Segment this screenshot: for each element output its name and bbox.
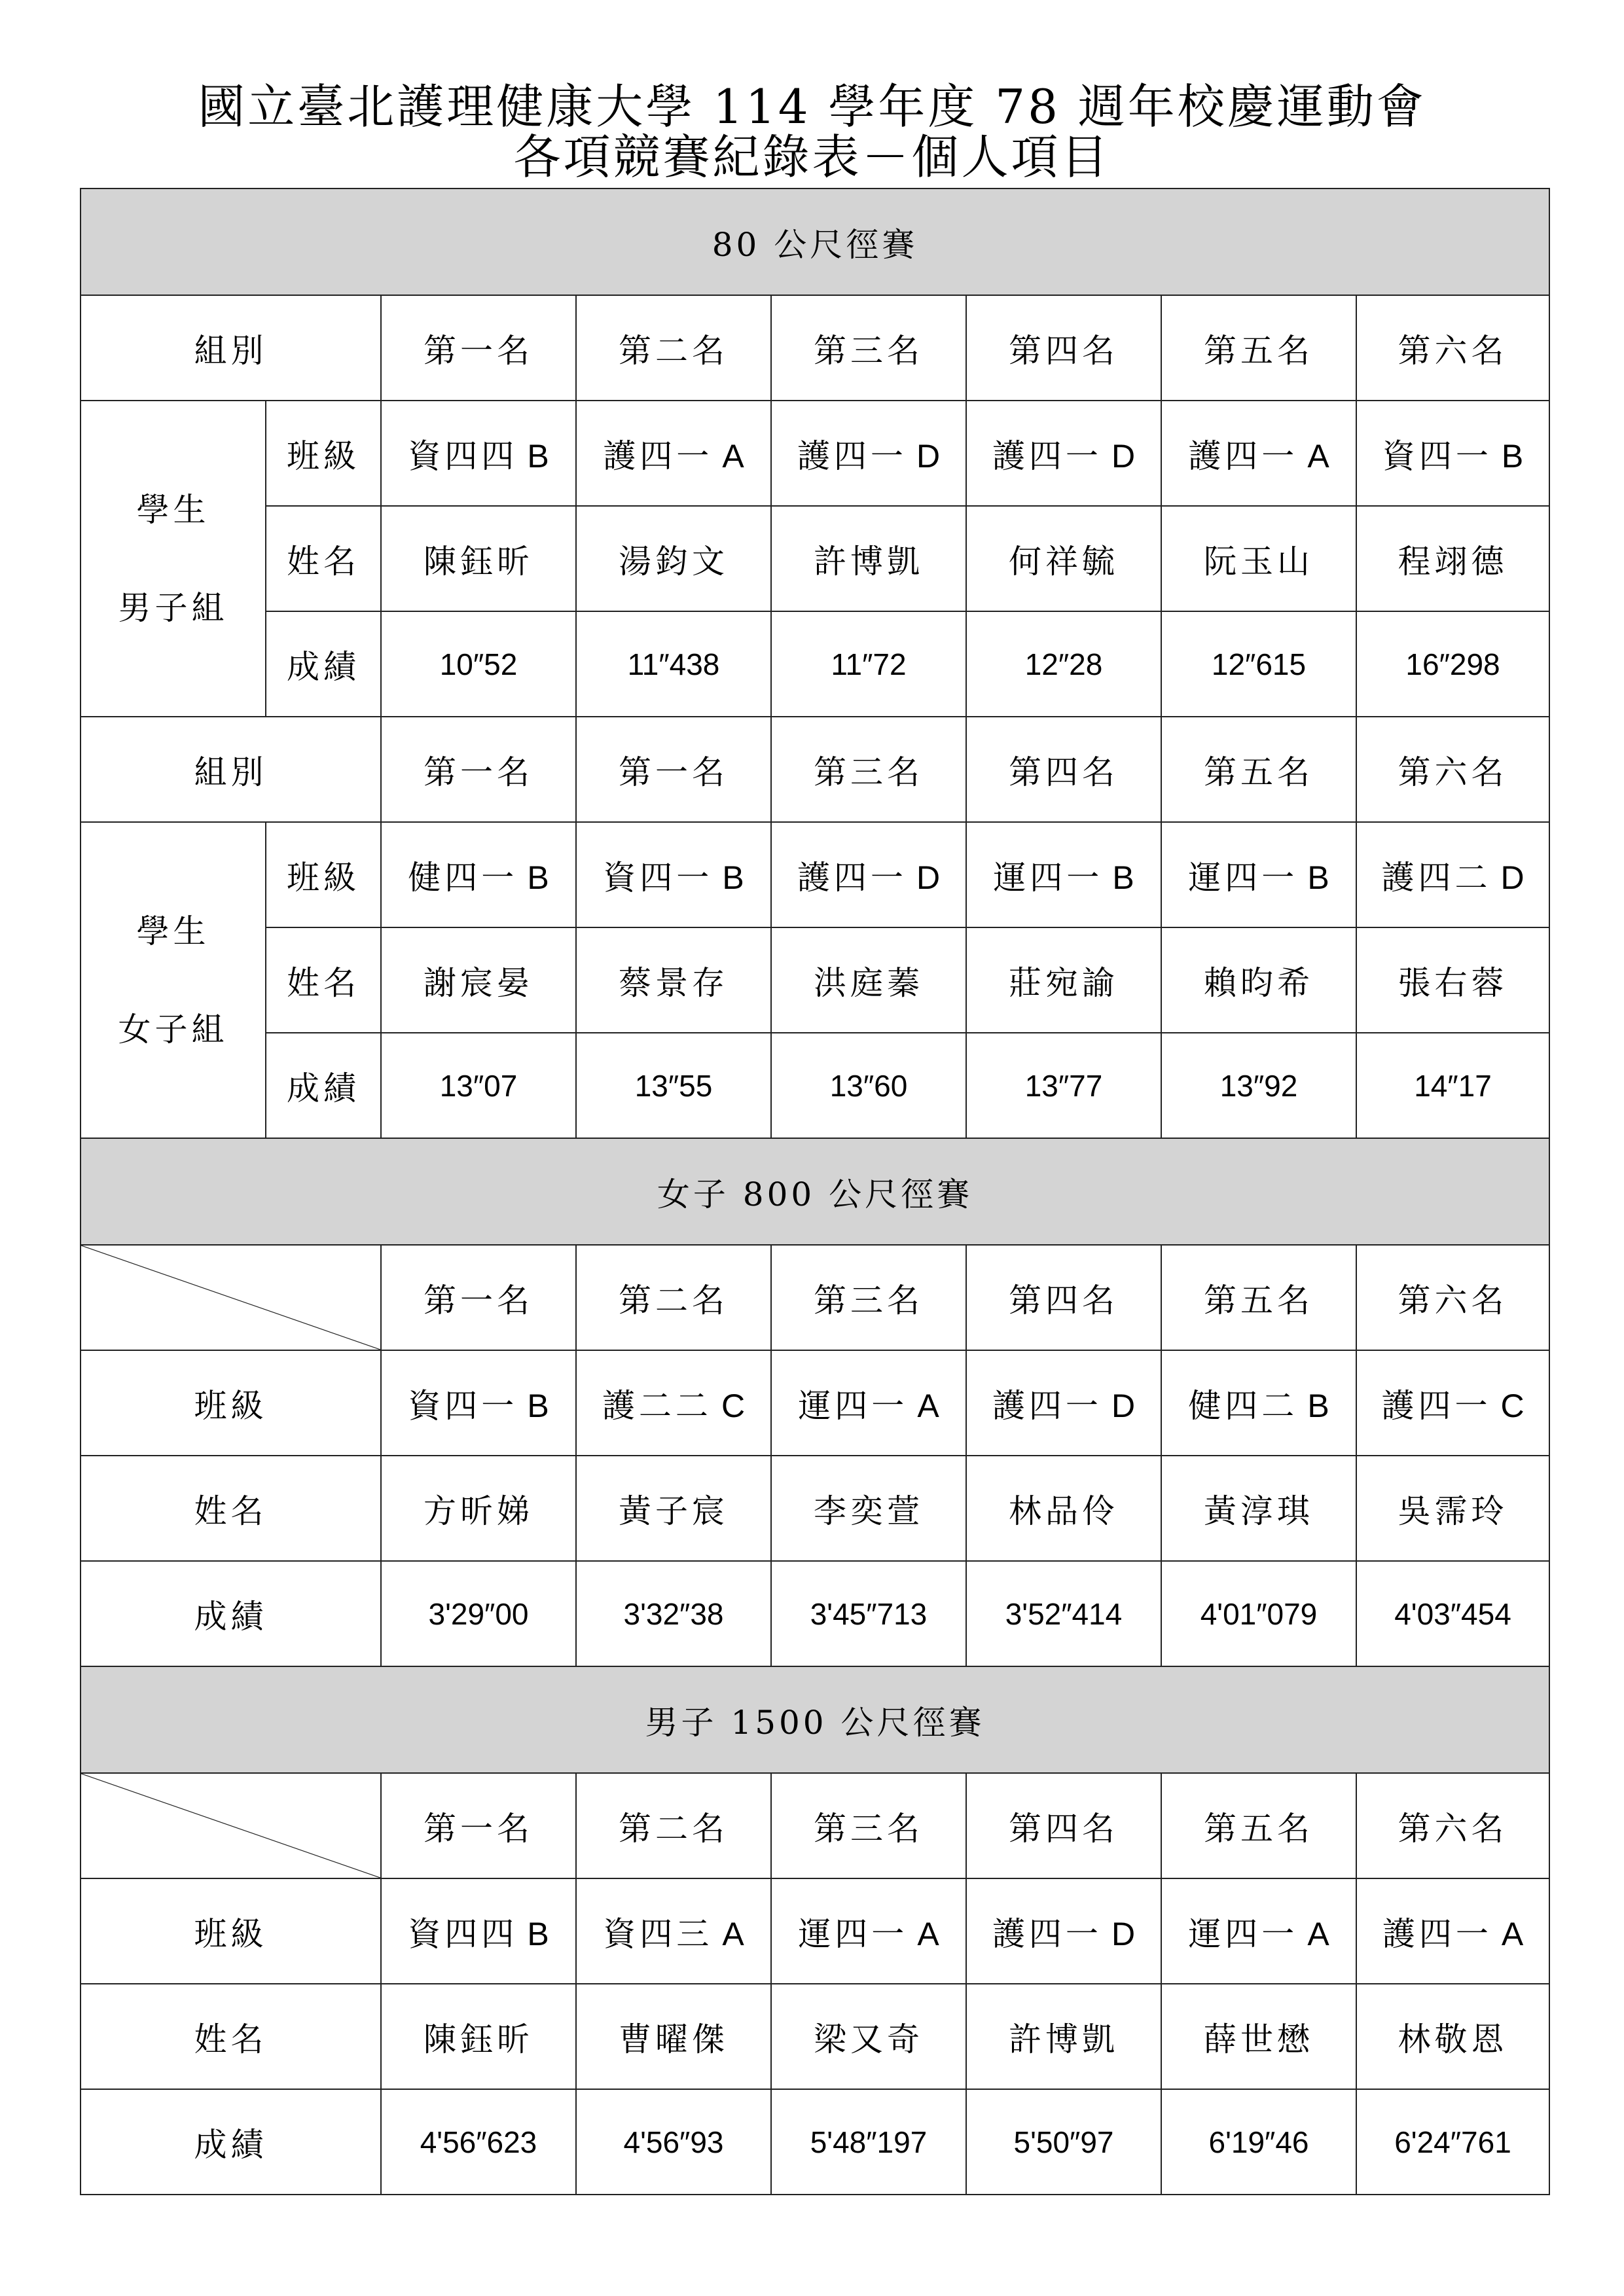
name-label: 姓名 [81,1456,381,1561]
rank-header: 第六名 [1356,295,1549,401]
name-cell: 謝宸晏 [381,927,576,1033]
name-row [81,1456,1549,1561]
class-cell: 運四一 B [1161,822,1356,927]
section-heading-800m: 女子 800 公尺徑賽 [81,1138,1549,1245]
class-cell: 健四二 B [1161,1350,1356,1456]
result-cell: 13″92 [1161,1033,1356,1138]
class-cell: 護四二 D [1356,822,1549,927]
rank-header: 第二名 [576,295,771,401]
results-table [80,188,1550,2195]
rank-header: 第二名 [576,1245,771,1350]
result-cell: 4'56″623 [381,2089,576,2195]
rank-header: 第六名 [1356,1245,1549,1350]
rank-row [81,1245,1549,1350]
class-label: 班級 [266,401,381,506]
rank-header: 第六名 [1356,717,1549,822]
result-row [81,2089,1549,2195]
rank-header: 第一名 [381,295,576,401]
class-cell: 護四一 A [576,401,771,506]
document-title: 國立臺北護理健康大學 114 學年度 78 週年校慶運動會 [198,79,1426,134]
women-group-cell [81,822,266,1138]
women-result-row [81,1033,1549,1138]
women-group-label: 女子組 [118,1010,228,1049]
name-cell: 吳霈玲 [1356,1456,1549,1561]
document-subtitle: 各項競賽紀錄表－個人項目 [513,130,1111,185]
rank-header: 第四名 [966,295,1161,401]
rank-header: 第一名 [381,1245,576,1350]
women-class-row [81,822,1549,927]
class-cell: 護二二 C [576,1350,771,1456]
result-cell: 3'45″713 [771,1561,966,1666]
men-result-row [81,611,1549,717]
class-cell: 護四一 D [771,401,966,506]
rank-header: 第三名 [771,1245,966,1350]
class-row [81,1878,1549,1984]
men-name-row [81,506,1549,611]
student-label: 學生 [136,490,210,529]
class-cell: 護四一 D [966,1878,1161,1984]
name-cell: 陳鈺昕 [381,506,576,611]
result-cell: 4'03″454 [1356,1561,1549,1666]
name-cell: 蔡景存 [576,927,771,1033]
result-label: 成績 [266,611,381,717]
result-cell: 13″60 [771,1033,966,1138]
result-label: 成績 [81,2089,381,2195]
men-class-row [81,401,1549,506]
class-cell: 資四四 B [381,1878,576,1984]
name-cell: 薛世懋 [1161,1984,1356,2089]
rank-header: 第四名 [966,1245,1161,1350]
class-cell: 護四一 D [966,401,1161,506]
class-cell: 資四一 B [381,1350,576,1456]
diagonal-header-cell [81,1773,381,1878]
section-heading-80m: 80 公尺徑賽 [81,188,1549,295]
name-cell: 曹曜傑 [576,1984,771,2089]
name-cell: 黃淳琪 [1161,1456,1356,1561]
women-rank-row [81,717,1549,822]
result-cell: 6'19″46 [1161,2089,1356,2195]
result-label: 成績 [266,1033,381,1138]
group-label: 組別 [81,295,381,401]
name-cell: 何祥毓 [966,506,1161,611]
name-cell: 莊宛諭 [966,927,1161,1033]
rank-header: 第五名 [1161,1773,1356,1878]
women-name-row [81,927,1549,1033]
rank-header: 第三名 [771,717,966,822]
name-cell: 張右蓉 [1356,927,1549,1033]
name-cell: 賴昀希 [1161,927,1356,1033]
name-label: 姓名 [81,1984,381,2089]
rank-header: 第三名 [771,1773,966,1878]
name-row [81,1984,1549,2089]
rank-header: 第六名 [1356,1773,1549,1878]
name-cell: 黃子宸 [576,1456,771,1561]
class-row [81,1350,1549,1456]
class-cell: 護四一 A [1356,1878,1549,1984]
result-cell: 13″55 [576,1033,771,1138]
diagonal-header-cell [81,1245,381,1350]
rank-header: 第一名 [576,717,771,822]
name-cell: 李奕萱 [771,1456,966,1561]
rank-header: 第三名 [771,295,966,401]
result-cell: 11″438 [576,611,771,717]
class-cell: 護四一 D [966,1350,1161,1456]
rank-header: 第二名 [576,1773,771,1878]
class-cell: 運四一 B [966,822,1161,927]
result-cell: 3'32″38 [576,1561,771,1666]
rank-header: 第五名 [1161,717,1356,822]
class-label: 班級 [81,1878,381,1984]
name-cell: 洪庭蓁 [771,927,966,1033]
result-cell: 6'24″761 [1356,2089,1549,2195]
rank-header: 第四名 [966,717,1161,822]
result-cell: 4'56″93 [576,2089,771,2195]
class-cell: 護四一 D [771,822,966,927]
diagonal-line [81,1246,380,1350]
name-cell: 林品伶 [966,1456,1161,1561]
class-cell: 健四一 B [381,822,576,927]
group-label: 組別 [81,717,381,822]
name-cell: 阮玉山 [1161,506,1356,611]
name-cell: 方昕娣 [381,1456,576,1561]
section-heading-1500m: 男子 1500 公尺徑賽 [81,1666,1549,1773]
result-cell: 14″17 [1356,1033,1549,1138]
result-row [81,1561,1549,1666]
result-cell: 5'48″197 [771,2089,966,2195]
name-label: 姓名 [266,506,381,611]
result-cell: 13″07 [381,1033,576,1138]
name-label: 姓名 [266,927,381,1033]
result-cell: 11″72 [771,611,966,717]
class-cell: 資四三 A [576,1878,771,1984]
diagonal-line [81,1774,380,1878]
rank-header: 第一名 [381,1773,576,1878]
result-cell: 16″298 [1356,611,1549,717]
result-label: 成績 [81,1561,381,1666]
class-cell: 資四一 B [1356,401,1549,506]
class-cell: 運四一 A [771,1350,966,1456]
rank-row [81,1773,1549,1878]
name-cell: 許博凱 [966,1984,1161,2089]
name-cell: 許博凱 [771,506,966,611]
men-group-label: 男子組 [118,588,228,627]
result-cell: 5'50″97 [966,2089,1161,2195]
class-label: 班級 [266,822,381,927]
name-cell: 陳鈺昕 [381,1984,576,2089]
rank-header: 第四名 [966,1773,1161,1878]
name-cell: 湯鈞文 [576,506,771,611]
result-cell: 13″77 [966,1033,1161,1138]
student-label: 學生 [136,912,210,950]
result-cell: 12″615 [1161,611,1356,717]
rank-header: 第五名 [1161,295,1356,401]
result-cell: 12″28 [966,611,1161,717]
result-cell: 3'52″414 [966,1561,1161,1666]
class-cell: 護四一 C [1356,1350,1549,1456]
class-cell: 護四一 A [1161,401,1356,506]
class-cell: 資四四 B [381,401,576,506]
class-cell: 運四一 A [1161,1878,1356,1984]
rank-header: 第五名 [1161,1245,1356,1350]
name-cell: 程翊德 [1356,506,1549,611]
men-rank-row [81,295,1549,401]
class-label: 班級 [81,1350,381,1456]
name-cell: 林敬恩 [1356,1984,1549,2089]
result-cell: 3'29″00 [381,1561,576,1666]
men-group-cell [81,401,266,717]
name-cell: 梁又奇 [771,1984,966,2089]
class-cell: 資四一 B [576,822,771,927]
result-cell: 4'01″079 [1161,1561,1356,1666]
rank-header: 第一名 [381,717,576,822]
class-cell: 運四一 A [771,1878,966,1984]
result-cell: 10″52 [381,611,576,717]
